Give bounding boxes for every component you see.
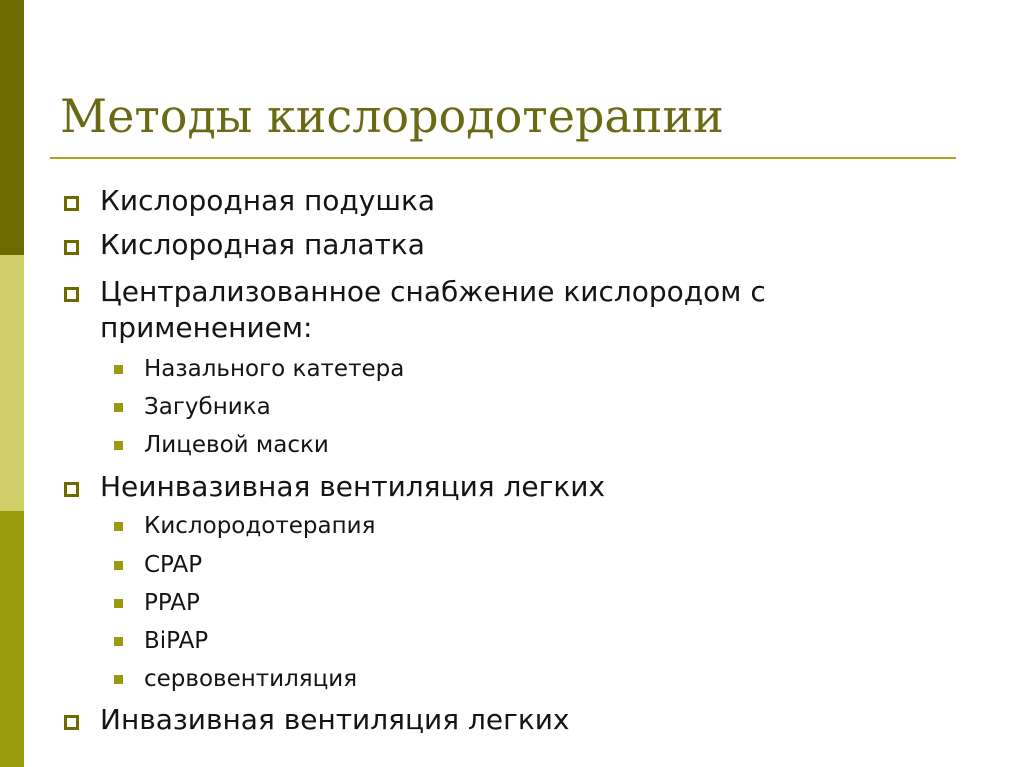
sub-list-item: BiPAP <box>144 628 209 654</box>
title-divider <box>50 157 956 159</box>
hollow-square-icon <box>64 482 79 497</box>
sub-list-item: сервовентиляция <box>144 666 358 692</box>
list-item: Кислородная палатка <box>100 228 425 261</box>
hollow-square-icon <box>64 287 79 302</box>
sub-list-item: CPAP <box>144 552 203 578</box>
filled-square-icon <box>114 599 123 608</box>
list-item: Централизованное снабжение кислородом с <box>100 275 766 308</box>
sub-list-item: Кислородотерапия <box>144 513 376 539</box>
filled-square-icon <box>114 365 123 374</box>
side-bar-middle <box>0 255 24 511</box>
filled-square-icon <box>114 637 123 646</box>
list-item: Инвазивная вентиляция легких <box>100 703 570 736</box>
slide-title: Методы кислородотерапии <box>60 89 724 143</box>
filled-square-icon <box>114 403 123 412</box>
list-item: Кислородная подушка <box>100 184 436 217</box>
hollow-square-icon <box>64 196 79 211</box>
hollow-square-icon <box>64 240 79 255</box>
sub-list-item: Лицевой маски <box>144 432 329 458</box>
filled-square-icon <box>114 561 123 570</box>
side-bar-bottom <box>0 511 24 767</box>
list-item-continuation: применением: <box>100 311 313 344</box>
sub-list-item: Назального катетера <box>144 356 405 382</box>
side-bar-top <box>0 0 24 255</box>
filled-square-icon <box>114 522 123 531</box>
sub-list-item: PPAP <box>144 590 200 616</box>
filled-square-icon <box>114 675 123 684</box>
sub-list-item: Загубника <box>144 394 271 420</box>
hollow-square-icon <box>64 715 79 730</box>
list-item: Неинвазивная вентиляция легких <box>100 470 606 503</box>
filled-square-icon <box>114 441 123 450</box>
